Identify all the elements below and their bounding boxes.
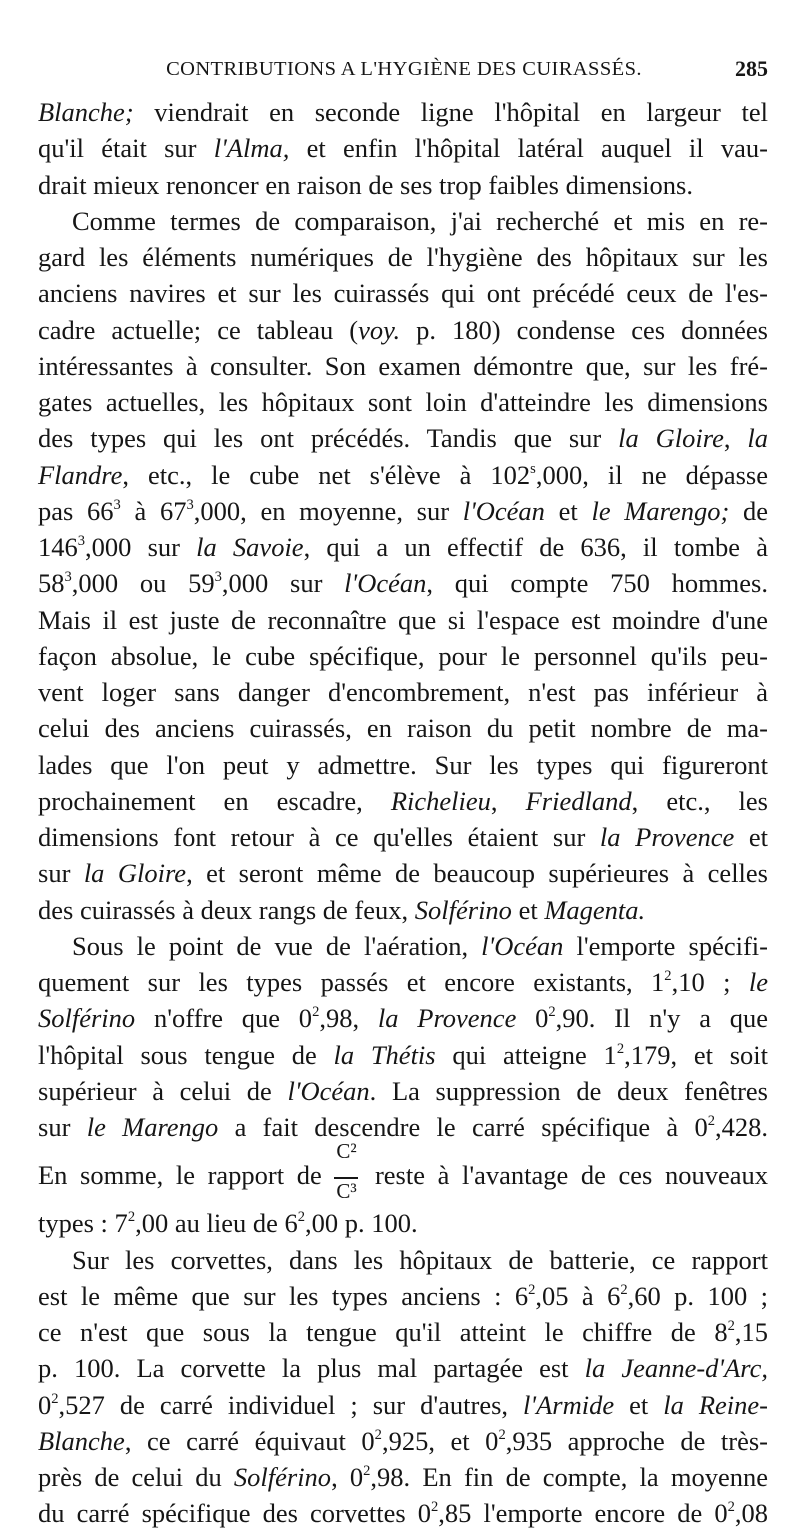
text-line: celui des anciens cuirassés, en raison du petit nombre de ma- [38, 713, 768, 744]
text-line: quement sur les types passés et encore existants, $1^2,10$ ; le [38, 967, 768, 997]
text-line-with-fraction: En somme, le rapport de $\frac{\text{C²}}{\text{C³}}$ reste à l'avantage de ces nouveaux [38, 1139, 768, 1204]
text-line: Blanche, ce carré équivaut $0^2,925$, et $0^2,935$ approche de très- [38, 1425, 768, 1456]
running-title: CONTRIBUTIONS A L'HYGIÈNE DES CUIRASSÉS. [166, 58, 642, 80]
text-line: intéressantes à consulter. Son examen démontre que, sur les fré- [38, 350, 768, 381]
text-line: qu'il était sur l'Alma, et enfin l'hôpital latéral auquel il vau- [38, 133, 768, 164]
text-line: des cuirassés à deux rangs de feux, Solférino et Magenta. [38, 894, 646, 925]
text-line: dimensions font retour à ce qu'elles étaient sur la Provence et [38, 822, 769, 852]
text-line: Flandre, etc., le cube net s'élève à 102$^s$,000, il ne dépasse [38, 459, 768, 490]
text-line: p. 100. La corvette la plus mal partagée est la Jeanne-d'Arc, [38, 1353, 768, 1384]
paragraph-start: Comme termes de comparaison, j'ai recherché et mis en re- [72, 205, 768, 236]
page-number: 285 [735, 56, 768, 81]
text-line: façon absolue, le cube spécifique, pour le personnel qu'ils peu- [38, 640, 768, 671]
text-line: supérieur à celui de l'Océan. La suppression de deux fenêtres [38, 1075, 768, 1106]
text-line: gates actuelles, les hôpitaux sont loin d'atteindre les dimensions [38, 387, 768, 417]
text-line: l'hôpital sous tengue de la Thétis qui atteigne $1^2,179$, et soit [38, 1039, 768, 1070]
text-line: pas $66^3$ à $67^3,000$, en moyenne, sur l'Océan et le Marengo; de [38, 495, 769, 526]
text-line: cadre actuelle; ce tableau (voy. p. 180) condense ces données [38, 314, 768, 345]
text-line: $0^2,527$ de carré individuel ; sur d'autres, l'Armide et la Reine- [38, 1389, 769, 1420]
ratio-fraction [334, 1139, 362, 1204]
running-head [40, 58, 768, 88]
body-text [38, 94, 768, 1532]
text-line: sur la Gloire, et seront même de beaucoup supérieures à celles [38, 858, 768, 889]
text-line: $146^3,000$ sur la Savoie, qui a un effectif de 636, il tombe à [38, 532, 769, 562]
text-line: gard les éléments numériques de l'hygiène des hôpitaux sur les [38, 242, 768, 272]
paragraph-start: Sur les corvettes, dans les hôpitaux de batterie, ce rapport [72, 1244, 768, 1275]
text-line: sur le Marengo a fait descendre le carré spécifique à $0^2,428$. [38, 1112, 769, 1142]
text-line: Mais il est juste de reconnaître que si l'espace est moindre d'une [38, 604, 768, 635]
text-line: ce n'est que sous la tengue qu'il atteint le chiffre de $8^2,15$ [38, 1317, 768, 1347]
text-line: anciens navires et sur les cuirassés qui ont précédé ceux de l'es- [38, 278, 768, 309]
text-line: lades que l'on peut y admettre. Sur les types qui figureront [38, 749, 768, 780]
text-line: types : $7^2,00$ au lieu de $6^2,00$ p. 100. [38, 1208, 418, 1239]
text-line: Blanche; viendrait en seconde ligne l'hôpital en largeur tel [38, 97, 768, 127]
text-line: vent loger sans danger d'encombrement, n'est pas inférieur à [38, 677, 768, 707]
text-line: prochainement en escadre, Richelieu, Friedland, etc., les [38, 785, 768, 816]
text-line: des types qui les ont précédés. Tandis que sur la Gloire, la [38, 423, 768, 454]
text-line: près de celui du Solférino, $0^2,98$. En fin de compte, la moyenne [38, 1462, 769, 1492]
text-line: $58^3,000$ ou $59^3,000$ sur l'Océan, qui compte 750 hommes. [38, 568, 768, 599]
fraction-numerator: C² [336, 1139, 357, 1164]
text-line: est le même que sur les types anciens : $6^2,05$ à $6^2,60$ p. 100 ; [38, 1280, 768, 1311]
fraction-denominator: C³ [336, 1179, 357, 1204]
paragraph-start: Sous le point de vue de l'aération, l'Océan l'emporte spécifi- [72, 930, 768, 961]
text-line: du carré spécifique des corvettes $0^2,85$ l'emporte encore de $0^2,08$ [38, 1498, 768, 1529]
text-line: Solférino n'offre que $0^2,98$, la Provence $0^2,90$. Il n'y a que [38, 1003, 769, 1034]
text-line: drait mieux renoncer en raison de ses trop faibles dimensions. [38, 169, 693, 200]
